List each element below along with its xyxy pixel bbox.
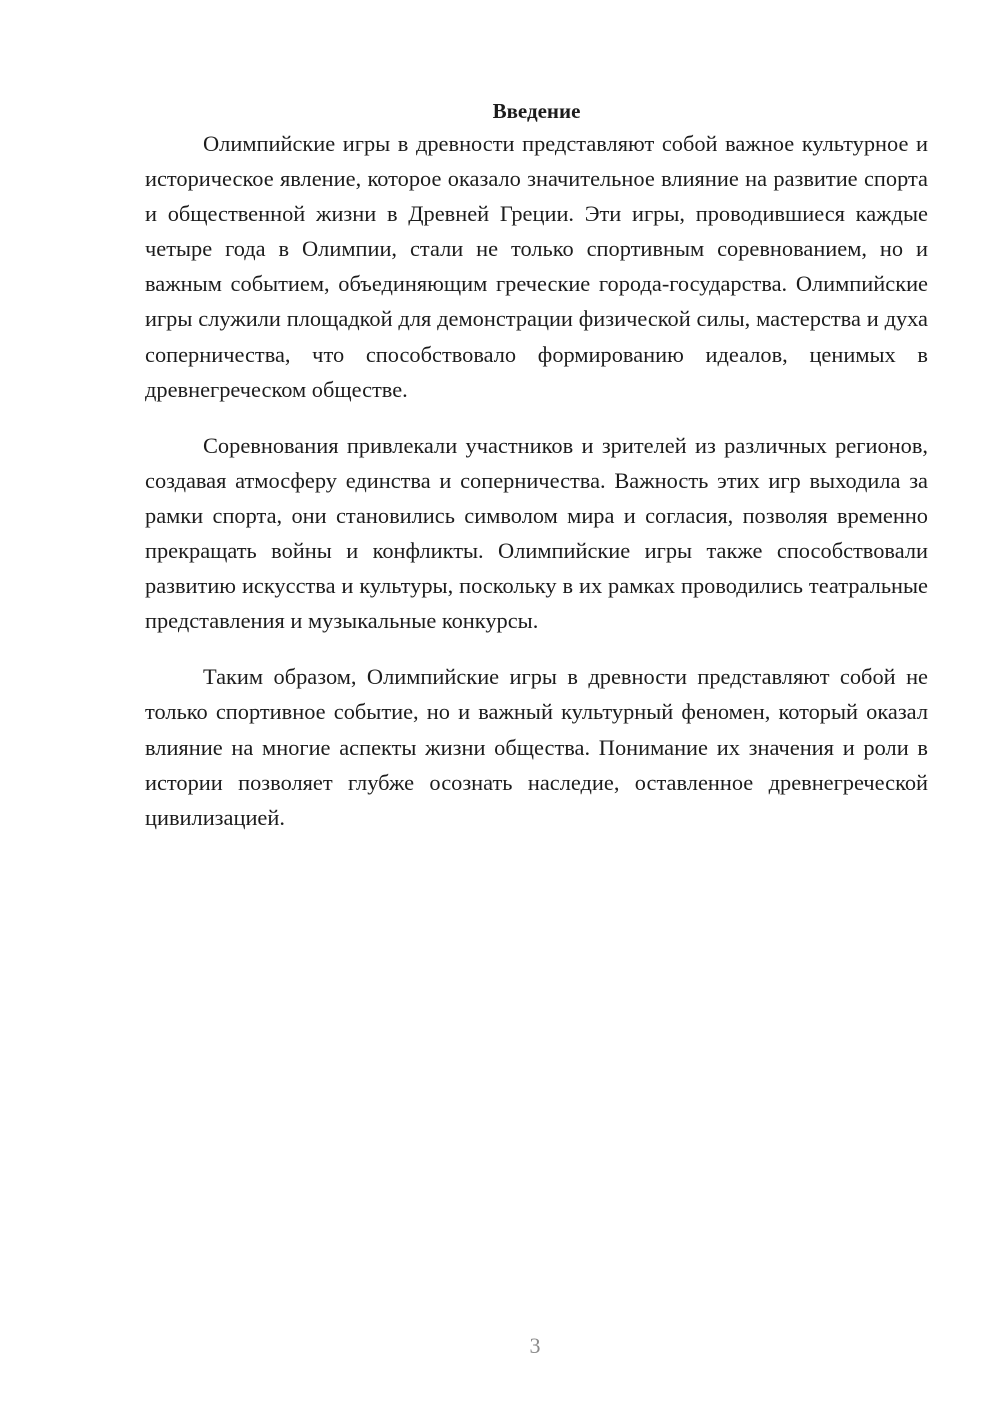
section-title: Введение — [492, 99, 581, 123]
document-body — [145, 96, 928, 835]
paragraph-3: Таким образом, Олимпийские игры в древности представляют собой не только спортивное событие, но и важный культурный феномен, который оказал влияние на многие аспекты жизни общества. Понимание их значения и роли в истории позволяет глубже осознать наследие, оставленное древнегреческой цивилизацией. — [145, 664, 928, 830]
paragraph-1: Олимпийские игры в древности представляют собой важное культурное и историческое явление, которое оказало значительное влияние на развитие спорта и общественной жизни в Древней Греции. Эти игры, проводившиеся каждые четыре года в Олимпии, стали не только спортивным соревнованием, но и важным событием, объединяющим греческие города-государства. Олимпийские игры служили площадкой для демонстрации физической силы, мастерства и духа соперничества, что способствовало формированию идеалов, ценимых в древнегреческом обществе. — [145, 131, 928, 402]
page-number: 3 — [529, 1333, 541, 1358]
paragraph-2: Соревнования привлекали участников и зрителей из различных регионов, создавая атмосферу единства и соперничества. Важность этих игр выходила за рамки спорта, они становились символом мира и согласия, позволяя временно прекращать войны и конфликты. Олимпийские игры также способствовали развитию искусства и культуры, поскольку в их рамках проводились театральные представления и музыкальные конкурсы. — [145, 432, 928, 634]
